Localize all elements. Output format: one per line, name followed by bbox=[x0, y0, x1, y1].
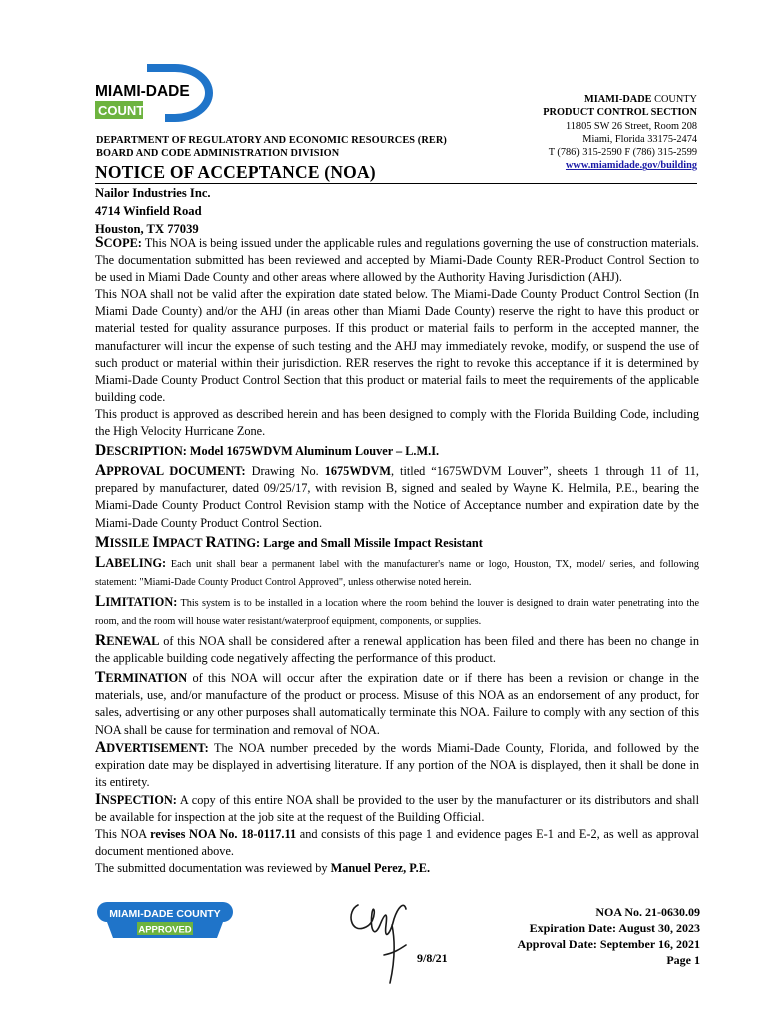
missile-impact-section: MISSILE IMPACT RATING: Large and Small Missile Impact Resistant bbox=[95, 533, 483, 551]
revises-statement: This NOA revises NOA No. 18-0117.11 and consists of this page 1 and evidence pages E-1 and E-2, as well as approval document mentioned above. bbox=[95, 827, 699, 859]
missile-impact-heading: MISSILE IMPACT RATING: bbox=[95, 533, 261, 551]
description-section: DESCRIPTION: Model 1675WDVM Aluminum Louver – L.M.I. bbox=[95, 442, 440, 460]
renewal-heading: RENEWAL bbox=[95, 632, 160, 650]
office-website-link[interactable]: www.miamidade.gov/building bbox=[565, 160, 697, 172]
scope-paragraph-3: This product is approved as described herein and has been designed to comply with the Florida Building Code, including the High Velocity Hurricane Zone. bbox=[95, 406, 699, 439]
signature-date: 9/8/21 bbox=[417, 951, 448, 965]
page-title: NOTICE OF ACCEPTANCE (NOA) bbox=[95, 162, 376, 182]
termination-heading: TERMINATION bbox=[95, 669, 188, 687]
office-street: 11805 SW 26 Street, Room 208 bbox=[566, 120, 697, 132]
county-approved-logo bbox=[97, 900, 233, 940]
advertisement-section: ADVERTISEMENT: The NOA number preceded by the words Miami-Dade County, Florida, and followed by the expiration date may be displayed in advertising literature. If any portion of the NOA is displayed, then it shall be done in its entirety. bbox=[95, 738, 699, 789]
limitation-section: LIMITATION: This system is to be installed in a location where the room behind the louver is designed to drain water penetrating into the room, and the room will house water resistant/waterproof equipment, components, or supplies. bbox=[95, 592, 699, 627]
inspection-section: INSPECTION: A copy of this entire NOA shall be provided to the user by the manufacturer or its distributors and shall be available for inspection at the job site at the request of the Building Official. bbox=[95, 790, 699, 824]
scope-heading: SCOPE: bbox=[95, 234, 142, 251]
miami-dade-county-logo bbox=[95, 64, 213, 122]
inspection-heading: INSPECTION: bbox=[95, 790, 177, 808]
department-line2: BOARD AND CODE ADMINISTRATION DIVISION bbox=[96, 148, 340, 159]
office-section: PRODUCT CONTROL SECTION bbox=[543, 107, 697, 119]
termination-section: TERMINATION of this NOA will occur after the expiration date or if there has been a revision or change in the materials, use, and/or manufacture of the product or process. Misuse of this NOA as an endorsement of any product, for sales, advertising or any other purposes shall automatically terminate this NOA. Failure to comply with any section of this NOA shall be cause for termination and removal of NOA. bbox=[95, 669, 699, 737]
noa-body bbox=[95, 234, 699, 877]
labeling-heading: LABELING: bbox=[95, 553, 167, 571]
office-phones: T (786) 315-2590 F (786) 315-2599 bbox=[548, 147, 697, 159]
office-name: MIAMI-DADE COUNTY bbox=[584, 94, 697, 105]
office-address bbox=[543, 93, 697, 173]
advertisement-heading: ADVERTISEMENT: bbox=[95, 738, 209, 756]
approved-logo-line2: APPROVED bbox=[138, 924, 192, 936]
company-name: Nailor Industries Inc. bbox=[95, 186, 211, 200]
reviewed-by-statement: The submitted documentation was reviewed by Manuel Perez, P.E. bbox=[95, 861, 431, 876]
labeling-section: LABELING: Each unit shall bear a permanent label with the manufacturer's name or logo, Houston, TX, model/ series, and following statement: "Miami-Dade County Product Control Approved", unless otherwise noted herein. bbox=[95, 553, 699, 588]
noa-number: NOA No. 21-0630.09 bbox=[595, 905, 700, 919]
expiration-date: Expiration Date: August 30, 2023 bbox=[529, 921, 700, 935]
logo-line2: COUNTY bbox=[98, 103, 153, 118]
logo-line1: MIAMI-DADE bbox=[95, 83, 190, 100]
limitation-heading: LIMITATION: bbox=[95, 592, 178, 610]
approval-heading: APPROVAL DOCUMENT: bbox=[95, 462, 246, 480]
scope-section: SCOPE: This NOA is being issued under the applicable rules and regulations governing the use of construction materials. The documentation submitted has been reviewed and accepted by Miami-Dade County RER-Product Control Section to be used in Miami Dade County and other areas where allowed by the Authority Having Jurisdiction (AHJ). bbox=[95, 234, 699, 285]
page-number: Page 1 bbox=[666, 953, 700, 967]
description-heading: DESCRIPTION: bbox=[95, 442, 187, 460]
applicant-address bbox=[95, 184, 211, 238]
noa-info-block bbox=[517, 904, 700, 968]
approval-date: Approval Date: September 16, 2021 bbox=[517, 937, 700, 951]
department-header bbox=[96, 134, 447, 160]
department-line1: DEPARTMENT OF REGULATORY AND ECONOMIC RESOURCES (RER) bbox=[96, 135, 447, 146]
company-city: Houston, TX 77039 bbox=[95, 222, 199, 236]
approval-section: APPROVAL DOCUMENT: Drawing No. 1675WDVM, titled “1675WDVM Louver”, sheets 1 through 11 of 11, prepared by manufacturer, dated 09/25/17, with revision B, signed and sealed by Wayne K. Helmila, P.E., bearing the Miami-Dade County Product Control Revision stamp with the Notice of Acceptance number and expiration date by the Miami-Dade County Product Control Section. bbox=[95, 462, 699, 530]
scope-paragraph-2: This NOA shall not be valid after the expiration date stated below. The Miami-Dade County Product Control Section (In Miami Dade County) and/or the AHJ (in areas other than Miami Dade County) reserve the right to have this product or material tested for quality assurance purposes. If this product or material fails to perform in the accepted manner, the manufacturer will incur the expense of such testing and the AHJ may immediately revoke, modify, or suspend the use of such product or material within their jurisdiction. RER reserves the right to revoke this acceptance if it is determined by Miami-Dade County Product Control Section that this product or material fails to meet the requirements of the applicable building code. bbox=[95, 287, 699, 404]
approved-logo-line1: MIAMI-DADE COUNTY bbox=[109, 908, 221, 920]
company-street: 4714 Winfield Road bbox=[95, 204, 202, 218]
office-city: Miami, Florida 33175-2474 bbox=[582, 133, 697, 145]
handwritten-signature bbox=[344, 895, 424, 985]
renewal-section: RENEWAL of this NOA shall be considered after a renewal application has been filed and there has been no change in the applicable building code negatively affecting the performance of this product. bbox=[95, 632, 699, 666]
